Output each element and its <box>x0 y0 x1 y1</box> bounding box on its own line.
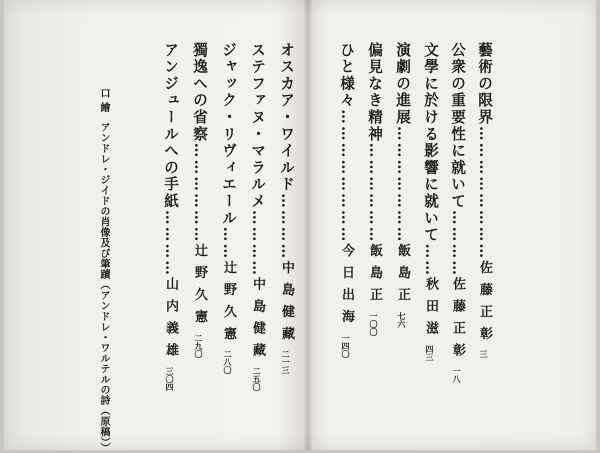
entry-title: 藝術の限界…………………… <box>476 42 493 261</box>
entry-author: 佐藤正彰 <box>450 277 465 366</box>
entry-title: オスカア・ワイルド………… <box>278 42 295 261</box>
entry-title: 公衆の重要性に就いて………… <box>449 42 466 278</box>
entry-page: 四三 <box>425 345 435 362</box>
toc-entry <box>420 42 441 361</box>
entry-author: 佐藤正彰 <box>477 260 492 349</box>
entry-title: アンジュールへの手紙………… <box>162 42 179 278</box>
toc-entry <box>474 42 495 358</box>
entry-page: 七六 <box>397 311 407 328</box>
toc-entry <box>364 42 385 336</box>
entry-author: 辻野久憲 <box>192 243 207 332</box>
entry-title: ひと様々…………………… <box>338 42 355 244</box>
entry-author: 中島健藏 <box>250 277 265 366</box>
entry-title: ジャック・リヴィエール…… <box>220 42 237 261</box>
entry-author: 辻野久憲 <box>221 260 236 349</box>
entry-page: 三〇四 <box>165 367 175 392</box>
entry-page: 一四〇 <box>341 333 351 358</box>
entry-page: 二一三 <box>281 350 291 375</box>
entry-page: 三 <box>479 350 489 359</box>
toc-entry <box>160 42 181 391</box>
entry-author: 中島健藏 <box>279 260 294 349</box>
page-gutter <box>303 0 313 450</box>
toc-entry <box>392 42 413 328</box>
book-spread <box>4 0 596 453</box>
frontispiece-label: 口繪 <box>98 88 109 116</box>
entry-page: 一八 <box>452 367 462 384</box>
toc-entry <box>189 42 210 358</box>
toc-entry <box>336 42 357 358</box>
entry-author: 飯島正 <box>367 243 382 310</box>
entry-title: ステファヌ・マラルメ………… <box>249 42 266 278</box>
entry-author: 山内義雄 <box>163 277 178 366</box>
toc-entry <box>276 42 297 374</box>
toc-entry <box>247 42 268 391</box>
entry-page: 二五〇 <box>252 367 262 392</box>
frontispiece-note <box>96 88 111 453</box>
entry-title: 演劇の進展………………… <box>394 42 411 244</box>
frontispiece-text: アンドレ・ジイドの肖像及び筆蹟（アンドレ・ワルテルの詩（原稿）） <box>98 122 109 453</box>
entry-page: 一〇〇 <box>369 311 379 336</box>
toc-entry <box>218 42 239 374</box>
entry-page: 二九〇 <box>194 333 204 358</box>
entry-author: 今日出海 <box>339 243 354 332</box>
entry-page: 二八〇 <box>223 350 233 375</box>
entry-author: 飯島正 <box>395 243 410 310</box>
entry-title: 文學に於ける影響に就いて…… <box>422 42 439 278</box>
entry-author: 秋田滋 <box>423 277 438 344</box>
toc-entry <box>447 42 468 383</box>
entry-title: 偏見なき精神……………… <box>366 42 383 244</box>
entry-title: 獨逸への省察……………… <box>191 42 208 244</box>
